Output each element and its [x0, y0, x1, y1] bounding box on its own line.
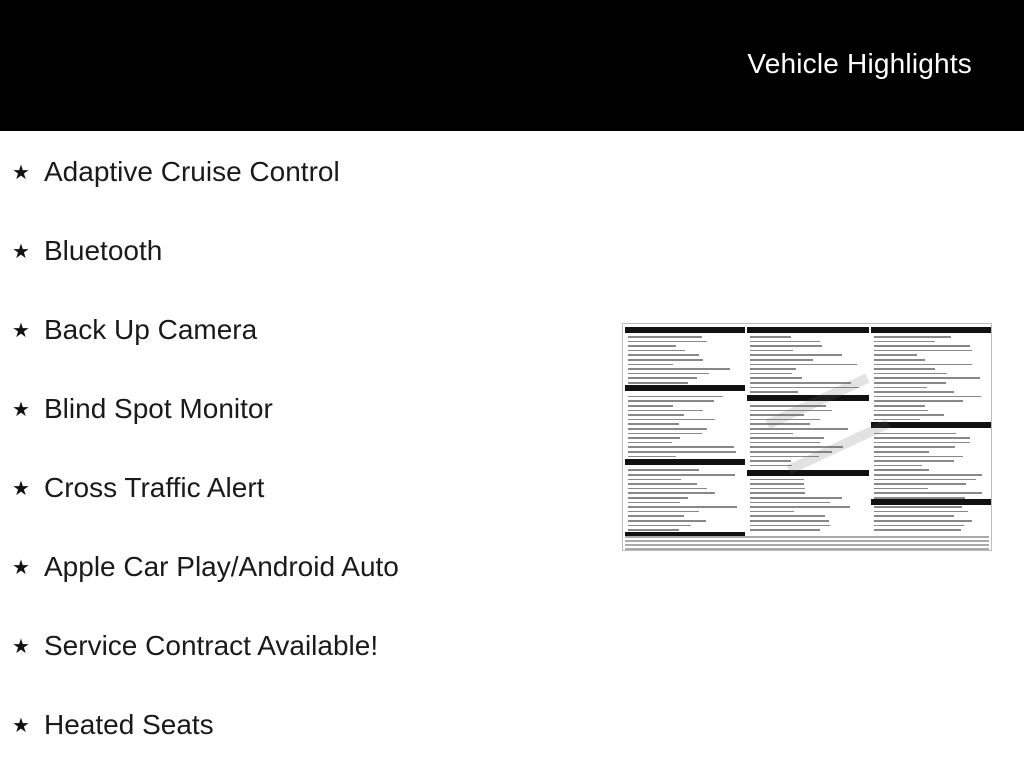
feature-item — [12, 389, 273, 429]
sticker-text-line — [750, 336, 791, 338]
feature-item — [12, 626, 378, 666]
sticker-text-line — [750, 488, 805, 490]
sticker-text-line — [628, 414, 684, 416]
sticker-text-line — [874, 359, 925, 361]
sticker-text-line — [628, 488, 707, 490]
sticker-section-bar — [747, 470, 869, 476]
sticker-section-bar — [871, 499, 991, 505]
feature-label: Blind Spot Monitor — [44, 393, 273, 424]
sticker-text-line — [750, 350, 793, 352]
sticker-text-line — [750, 497, 842, 499]
sticker-text-line — [750, 515, 825, 517]
star-icon: ★ — [12, 161, 30, 184]
sticker-section-bar — [625, 459, 745, 465]
sticker-text-line — [750, 492, 805, 494]
sticker-text-line — [628, 456, 676, 458]
feature-label: Cross Traffic Alert — [44, 472, 265, 503]
sticker-text-line — [750, 520, 829, 522]
sticker-text-line — [750, 354, 842, 356]
sticker-text-line — [628, 437, 680, 439]
sticker-text-line — [628, 520, 706, 522]
sticker-text-line — [874, 345, 970, 347]
sticker-text-line — [874, 451, 929, 453]
sticker-text-line — [874, 391, 954, 393]
sticker-text-line — [628, 497, 688, 499]
sticker-text-line — [750, 359, 813, 361]
sticker-text-line — [628, 345, 676, 347]
sticker-text-line — [628, 410, 703, 412]
sticker-text-line — [628, 359, 703, 361]
sticker-text-line — [874, 396, 981, 398]
page-title: Vehicle Highlights — [747, 48, 972, 79]
sticker-text-line — [874, 465, 922, 467]
sticker-section-bar — [747, 327, 869, 333]
sticker-text-line — [874, 511, 968, 513]
sticker-text-line — [750, 525, 830, 527]
sticker-text-line — [874, 373, 947, 375]
sticker-text-line — [874, 456, 963, 458]
header-bar — [0, 0, 1024, 131]
feature-item — [12, 310, 257, 350]
sticker-column — [625, 327, 745, 532]
feature-item — [12, 468, 264, 508]
sticker-column — [871, 327, 991, 532]
feature-label: Bluetooth — [44, 235, 163, 266]
sticker-text-line — [628, 419, 715, 421]
sticker-text-line — [628, 433, 702, 435]
sticker-text-line — [628, 511, 699, 513]
sticker-text-line — [750, 483, 804, 485]
sticker-text-line — [750, 373, 792, 375]
sticker-text-line — [874, 400, 963, 402]
sticker-text-line — [750, 368, 796, 370]
sticker-text-line — [750, 479, 804, 481]
feature-label: Adaptive Cruise Control — [44, 156, 340, 187]
sticker-text-line — [628, 479, 681, 481]
sticker-text-line — [750, 364, 857, 366]
sticker-text-line — [874, 506, 962, 508]
sticker-text-line — [874, 350, 972, 352]
sticker-text-line — [874, 364, 972, 366]
sticker-text-line — [874, 377, 980, 379]
star-icon: ★ — [12, 477, 30, 500]
sticker-text-line — [874, 460, 954, 462]
sticker-text-line — [874, 442, 970, 444]
sticker-text-line — [874, 525, 964, 527]
feature-item — [12, 705, 214, 745]
sticker-text-line — [750, 382, 851, 384]
sticker-text-line — [628, 483, 697, 485]
sticker-text-line — [874, 405, 925, 407]
feature-label: Service Contract Available! — [44, 630, 379, 661]
sticker-text-line — [874, 433, 956, 435]
sticker-text-line — [628, 354, 699, 356]
sticker-text-line — [628, 469, 699, 471]
sticker-section-bar — [625, 385, 745, 391]
sticker-text-line — [628, 364, 673, 366]
sticker-text-line — [750, 377, 802, 379]
sticker-text-line — [750, 506, 850, 508]
sticker-footnote-line — [625, 540, 989, 542]
sticker-text-line — [874, 492, 982, 494]
sticker-text-line — [628, 350, 685, 352]
sticker-text-line — [874, 341, 935, 343]
sticker-footnote-line — [625, 536, 989, 538]
sticker-text-line — [628, 525, 691, 527]
sticker-footnote-line — [625, 544, 989, 546]
sticker-text-line — [874, 529, 961, 531]
sticker-text-line — [750, 345, 822, 347]
sticker-text-line — [750, 391, 798, 393]
sticker-text-line — [874, 368, 935, 370]
sticker-text-line — [628, 529, 679, 531]
sticker-text-line — [750, 341, 820, 343]
sticker-text-line — [874, 354, 917, 356]
star-icon: ★ — [12, 398, 30, 421]
sticker-text-line — [628, 405, 673, 407]
sticker-text-line — [628, 396, 723, 398]
sticker-text-line — [628, 506, 737, 508]
sticker-text-line — [750, 502, 830, 504]
sticker-text-line — [628, 368, 730, 370]
star-icon: ★ — [12, 635, 30, 658]
sticker-text-line — [628, 474, 735, 476]
star-icon: ★ — [12, 556, 30, 579]
sticker-text-line — [874, 336, 951, 338]
feature-label: Apple Car Play/Android Auto — [44, 551, 399, 582]
sticker-text-line — [874, 437, 970, 439]
feature-item — [12, 231, 162, 271]
feature-label: Heated Seats — [44, 709, 214, 740]
sticker-text-line — [628, 515, 684, 517]
sticker-text-line — [874, 387, 927, 389]
window-sticker-image — [622, 323, 992, 551]
sticker-footnote-line — [625, 548, 989, 550]
sticker-text-line — [628, 442, 672, 444]
sticker-text-line — [628, 446, 734, 448]
sticker-text-line — [874, 446, 955, 448]
sticker-text-line — [628, 382, 688, 384]
sticker-text-line — [628, 373, 709, 375]
sticker-text-line — [628, 492, 715, 494]
sticker-text-line — [628, 377, 697, 379]
sticker-text-line — [628, 423, 679, 425]
sticker-text-line — [874, 483, 966, 485]
sticker-text-line — [874, 382, 946, 384]
star-icon: ★ — [12, 319, 30, 342]
sticker-text-line — [628, 502, 680, 504]
sticker-text-line — [750, 511, 794, 513]
sticker-text-line — [874, 515, 954, 517]
sticker-section-bar — [871, 327, 991, 333]
sticker-text-line — [874, 488, 928, 490]
feature-item — [12, 547, 399, 587]
sticker-section-bar — [625, 327, 745, 333]
sticker-text-line — [874, 469, 929, 471]
feature-label: Back Up Camera — [44, 314, 258, 345]
sticker-text-line — [874, 497, 965, 499]
sticker-text-line — [874, 520, 972, 522]
sticker-text-line — [628, 451, 736, 453]
star-icon: ★ — [12, 240, 30, 263]
sticker-text-line — [750, 529, 820, 531]
sticker-text-line — [628, 428, 707, 430]
star-icon: ★ — [12, 714, 30, 737]
sticker-text-line — [874, 474, 982, 476]
sticker-text-line — [628, 400, 714, 402]
sticker-text-line — [628, 341, 707, 343]
feature-item — [12, 152, 340, 192]
sticker-text-line — [874, 479, 976, 481]
sticker-text-line — [628, 336, 702, 338]
